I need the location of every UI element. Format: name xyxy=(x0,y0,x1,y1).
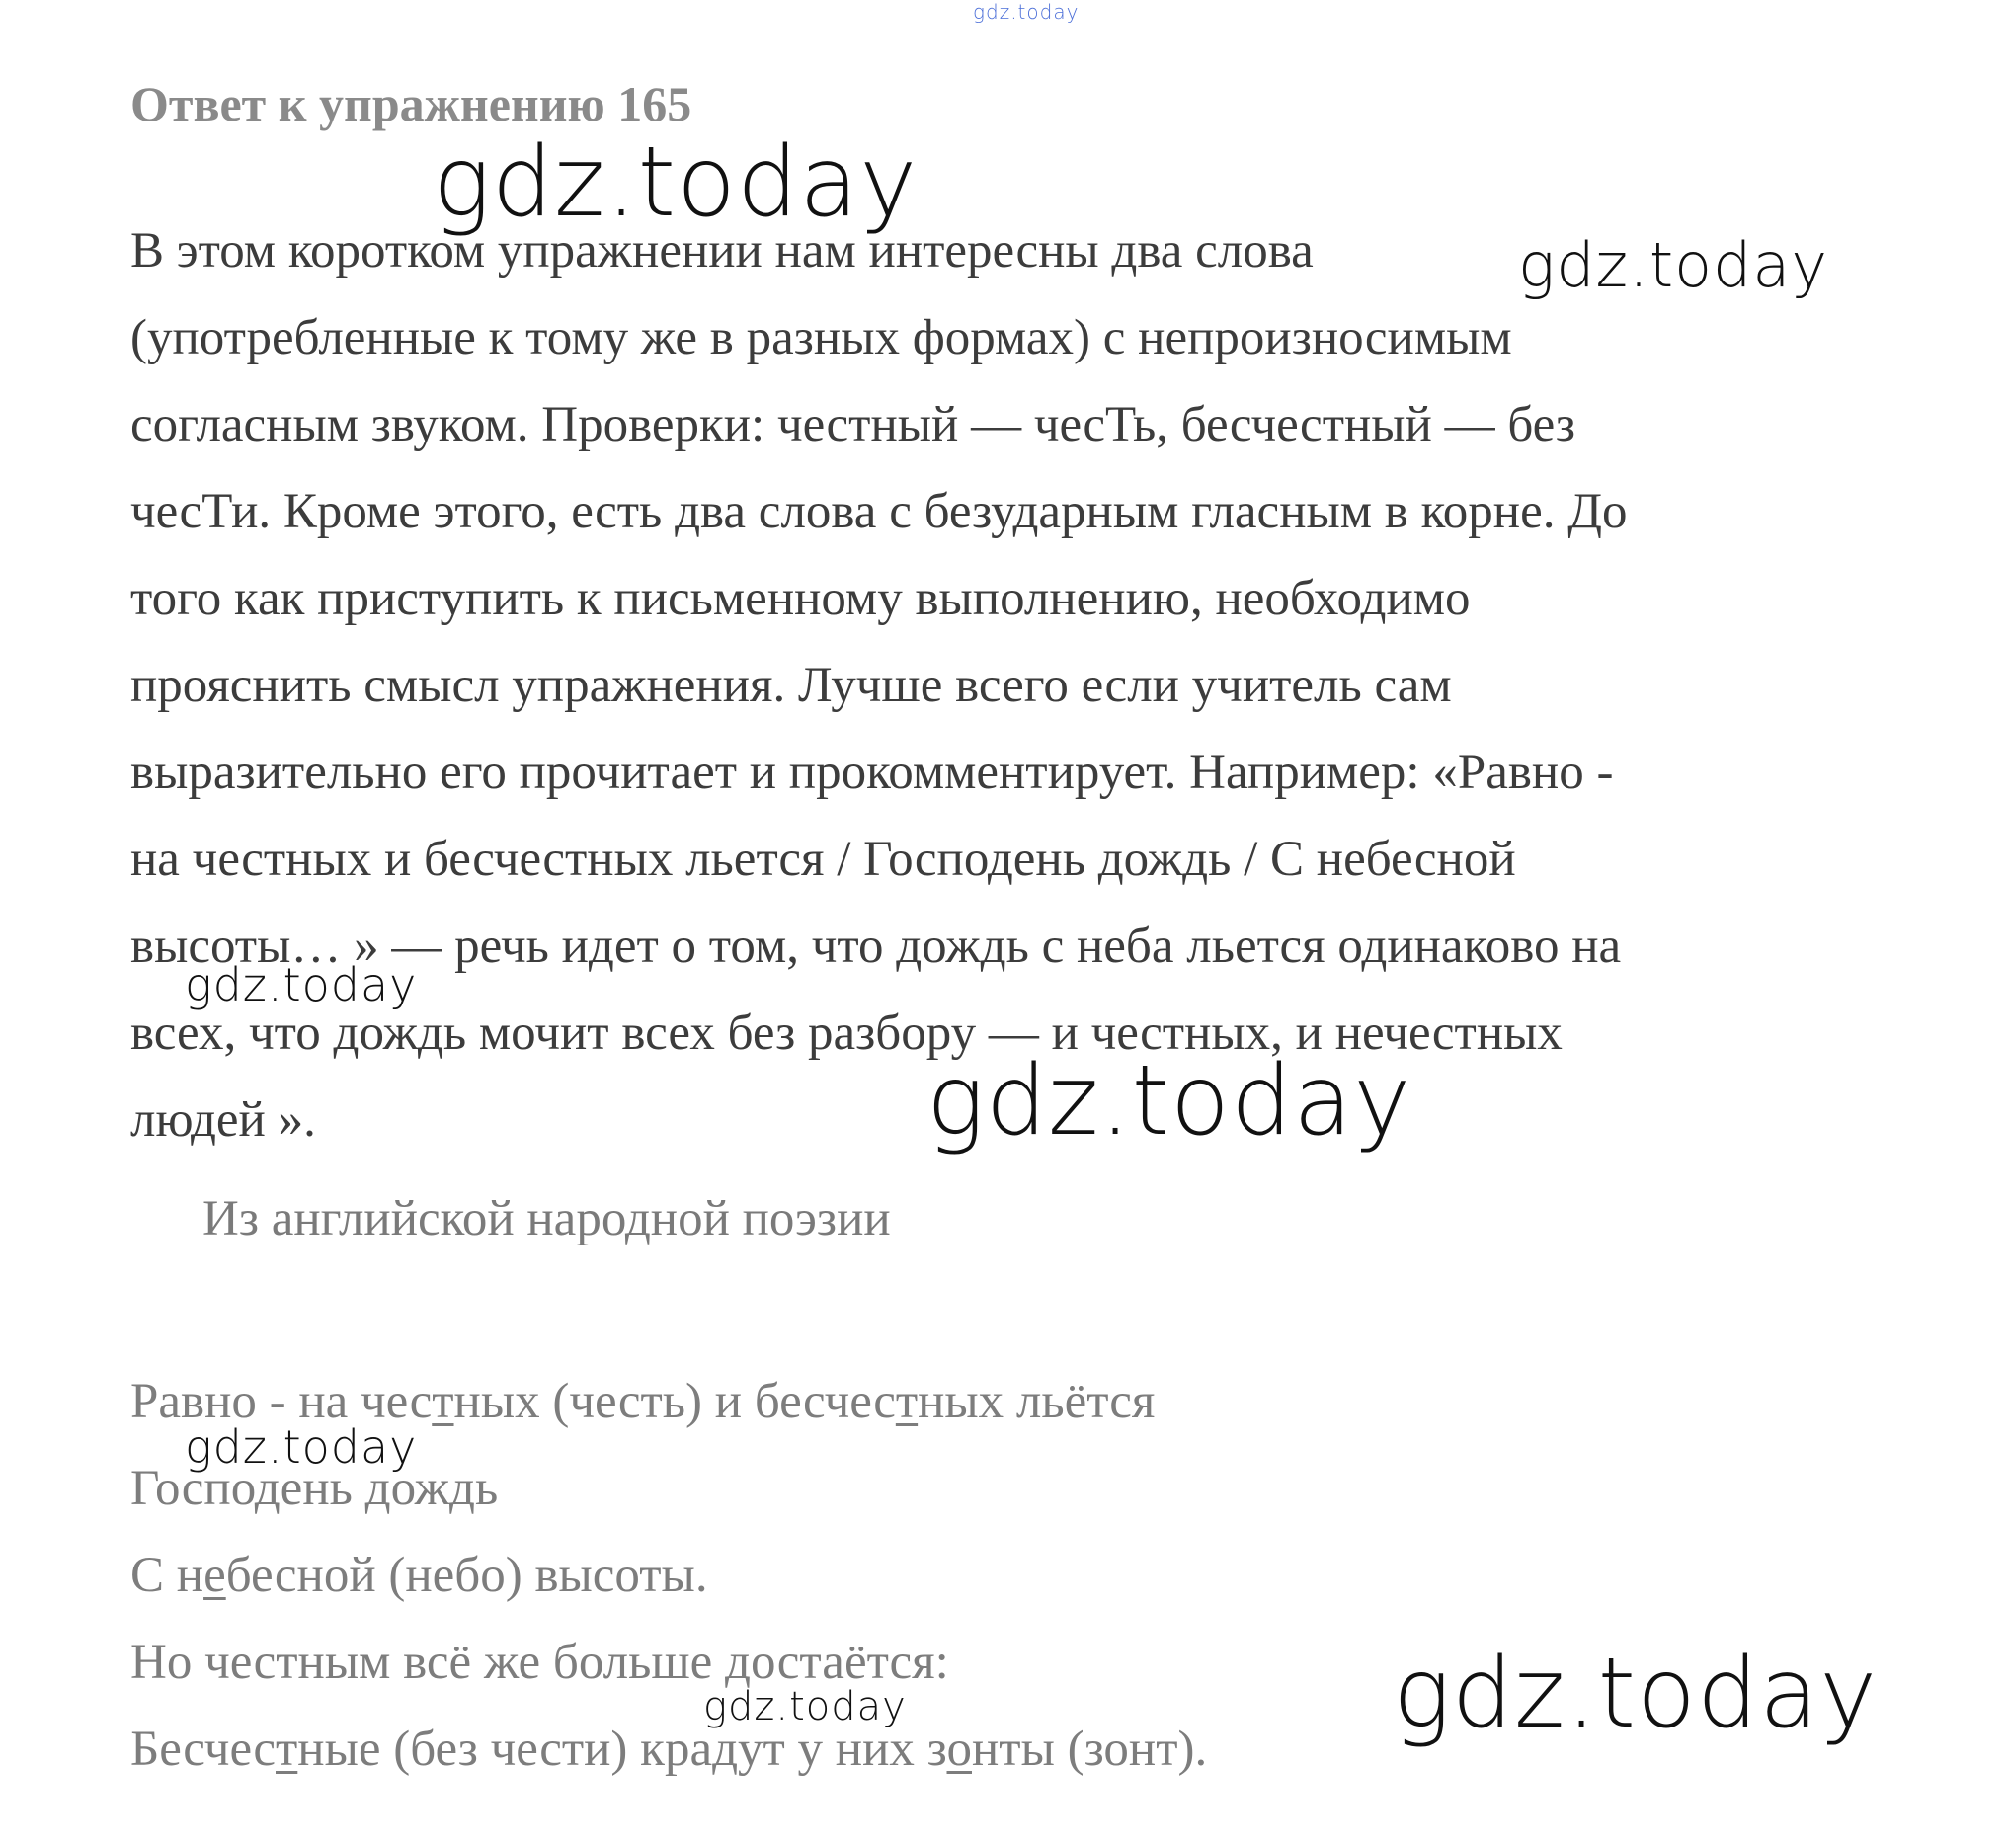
poem-line-2: Господень дождь xyxy=(130,1461,499,1516)
watermark-top: gdz.today xyxy=(973,0,1080,24)
paragraph-line: согласным звуком. Проверки: честный — чесТь, бесчестный — без xyxy=(130,397,1576,452)
underlined-letter: о xyxy=(946,1722,972,1777)
paragraph-line: (употребленные к тому же в разных формах) с непроизносимым xyxy=(130,310,1512,365)
poem-source: Из английской народной поэзии xyxy=(202,1191,891,1246)
poem-line-3: С небесной (небо) высоты. xyxy=(130,1548,708,1603)
paragraph-line: всех, что дождь мочит всех без разбору — и честных, и нечестных xyxy=(130,1005,1563,1061)
watermark-small-2: gdz.today xyxy=(185,1420,418,1474)
underlined-letter: е xyxy=(203,1548,226,1603)
underlined-letter: т xyxy=(895,1374,919,1429)
poem-line-4: Но честным всё же больше достаётся: xyxy=(130,1635,949,1690)
paragraph-line: чесТи. Кроме этого, есть два слова с безударным гласным в корне. До xyxy=(130,484,1628,539)
paragraph-line: людей ». xyxy=(130,1092,316,1148)
answer-paragraph xyxy=(130,207,1888,1164)
paragraph-line: высоты… » — речь идет о том, что дождь с неба льется одинаково на xyxy=(130,919,1622,974)
paragraph-line: В этом коротком упражнении нам интересны два слова xyxy=(130,223,1314,279)
watermark-large-3: gdz.today xyxy=(1393,1638,1879,1750)
page-title: Ответ к упражнению 165 xyxy=(130,76,692,131)
poem-line-5: Бесчестные (без чести) крадут у них зонты (зонт). xyxy=(130,1722,1208,1777)
underlined-letter: т xyxy=(276,1722,298,1777)
paragraph-line: прояснить смысл упражнения. Лучше всего если учитель сам xyxy=(130,658,1452,713)
paragraph-line: того как приступить к письменному выполнению, необходимо xyxy=(130,571,1471,626)
poem-line-1: Равно - на честных (честь) и бесчестных льётся xyxy=(130,1374,1156,1429)
paragraph-line: выразительно его прочитает и прокомментирует. Например: «Равно - xyxy=(130,745,1614,800)
paragraph-line: на честных и бесчестных льется / Господень дождь / С небесной xyxy=(130,832,1516,887)
watermark-small-3: gdz.today xyxy=(703,1684,907,1729)
watermark-large-1: gdz.today xyxy=(433,126,919,239)
watermark-large-2: gdz.today xyxy=(926,1045,1412,1158)
underlined-letter: т xyxy=(432,1374,454,1429)
watermark-small-1: gdz.today xyxy=(185,958,418,1011)
watermark-medium-1: gdz.today xyxy=(1518,229,1829,301)
